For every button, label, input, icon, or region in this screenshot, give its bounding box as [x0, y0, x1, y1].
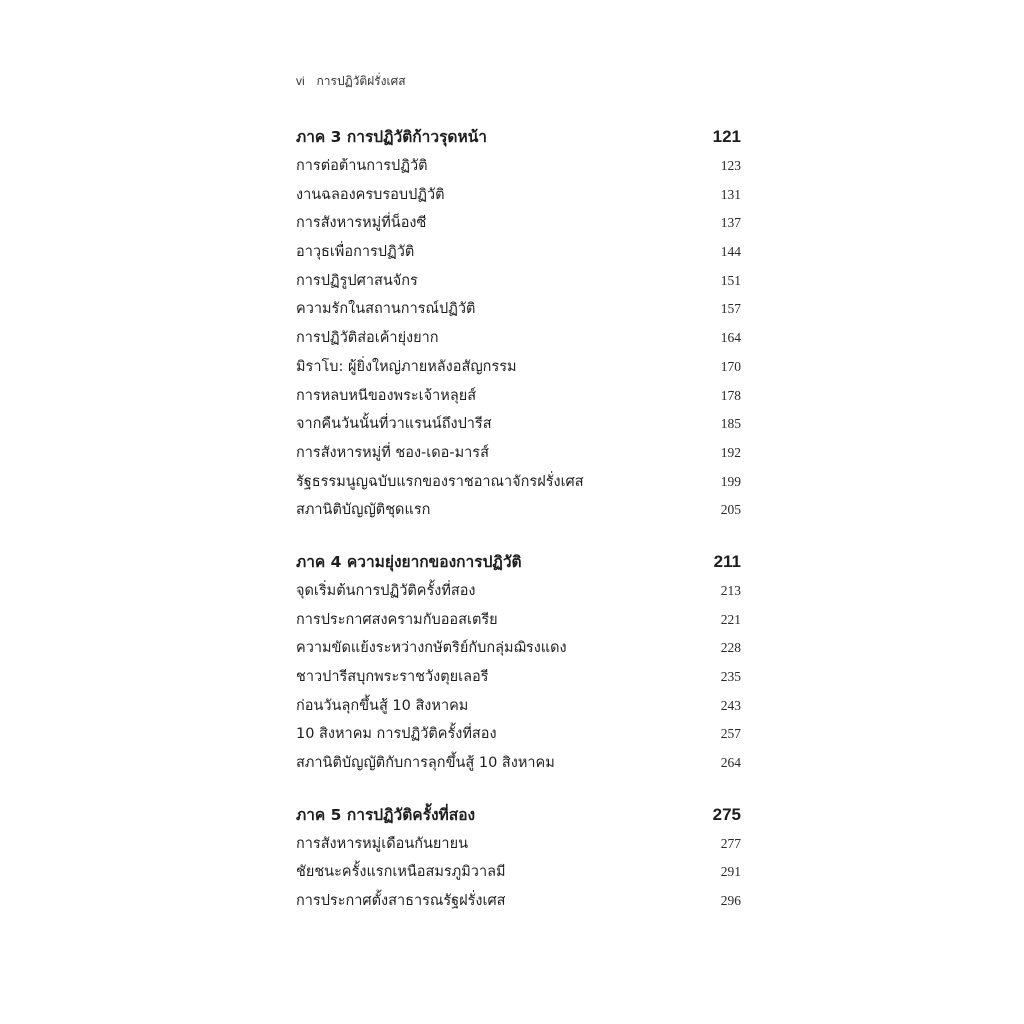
entry-title: การหลบหนีของพระเจ้าหลุยส์ [296, 387, 477, 404]
part-title: ภาค 3 การปฏิวัติก้าวรุดหน้า [296, 128, 487, 146]
entry-title: การประกาศตั้งสาธารณรัฐฝรั่งเศส [296, 893, 506, 910]
toc-entry [296, 355, 741, 384]
part-heading [296, 549, 741, 579]
toc-part-3 [296, 124, 741, 527]
entry-page-number: 235 [720, 669, 741, 684]
entry-page-number: 185 [720, 416, 741, 432]
entry-title: จากคืนวันนั้นที่วาแรนน์ถึงปารีส [296, 416, 492, 433]
entry-page-number: 221 [720, 611, 741, 627]
entry-title: การต่อต้านการปฏิวัติ [296, 158, 428, 174]
toc-entry [296, 694, 741, 723]
toc-entry [296, 579, 741, 608]
entry-page-number: 131 [720, 186, 741, 202]
entry-title: ชัยชนะครั้งแรกเหนือสมรภูมิวาลมี [296, 864, 506, 881]
toc-part-5 [296, 802, 741, 918]
entry-page-number: 137 [720, 215, 741, 231]
toc-entry [296, 860, 741, 889]
entry-page-number: 144 [720, 244, 741, 260]
entry-page-number: 205 [720, 502, 741, 518]
toc-entry [296, 384, 741, 413]
part-page-number: 275 [712, 804, 741, 824]
entry-title: การปฏิวัติส่อเค้ายุ่งยาก [296, 330, 439, 347]
entry-page-number: 243 [720, 697, 741, 713]
entry-title: การสังหารหมู่เดือนกันยายน [296, 835, 468, 852]
toc-entry [296, 211, 741, 240]
entry-title: สภานิติบัญญัติกับการลุกขึ้นสู้ 10 สิงหาคม [296, 755, 555, 772]
entry-title: 10 สิงหาคม การปฏิวัติครั้งที่สอง [296, 726, 497, 743]
toc-entry [296, 183, 741, 212]
entry-title: การสังหารหมู่ที่น็องซี [296, 215, 427, 232]
entry-title: ความรักในสถานการณ์ปฏิวัติ [296, 301, 476, 318]
toc-entry [296, 722, 741, 751]
part-heading [296, 124, 741, 154]
entry-page-number: 277 [720, 835, 741, 851]
entry-title: รัฐธรรมนูญฉบับแรกของราชอาณาจักรฝรั่งเศส [296, 473, 584, 490]
entry-title: มิราโบ: ผู้ยิ่งใหญ่ภายหลังอสัญกรรม [296, 358, 517, 375]
entry-title: อาวุธเพื่อการปฏิวัติ [296, 244, 415, 261]
entry-page-number: 123 [720, 158, 741, 173]
part-page-number: 211 [713, 551, 741, 571]
toc-part-4 [296, 549, 741, 780]
entry-page-number: 178 [720, 387, 741, 403]
part-title: ภาค 4 ความยุ่งยากของการปฏิวัติ [296, 552, 522, 571]
entry-title: จุดเริ่มต้นการปฏิวัติครั้งที่สอง [296, 582, 476, 599]
toc-entry [296, 154, 741, 183]
entry-page-number: 192 [720, 444, 741, 460]
running-head [296, 72, 406, 91]
page-folio: vi [296, 74, 305, 88]
entry-page-number: 199 [720, 473, 741, 489]
toc-entry [296, 889, 741, 918]
toc-entry [296, 297, 741, 326]
toc-entry [296, 441, 741, 470]
toc-entry [296, 665, 741, 694]
entry-page-number: 164 [720, 330, 741, 346]
toc-entry [296, 832, 741, 861]
entry-page-number: 264 [720, 755, 741, 771]
toc-entry [296, 636, 741, 665]
entry-page-number: 170 [720, 358, 741, 374]
entry-title: การปฏิรูปศาสนจักร [296, 272, 418, 289]
toc-entry [296, 751, 741, 780]
running-head-title: การปฏิวัติฝรั่งเศส [316, 74, 406, 88]
entry-title: ความขัดแย้งระหว่างกษัตริย์กับกลุ่มฌิรงแดง [296, 640, 567, 657]
toc-entry [296, 269, 741, 298]
part-heading [296, 802, 741, 832]
part-title: ภาค 5 การปฏิวัติครั้งที่สอง [296, 805, 476, 824]
part-page-number: 121 [712, 127, 741, 146]
entry-title: สภานิติบัญญัติชุดแรก [296, 502, 431, 519]
toc-entry [296, 412, 741, 441]
entry-title: การสังหารหมู่ที่ ชอง-เดอ-มารส์ [296, 444, 489, 461]
entry-page-number: 257 [720, 726, 741, 742]
toc-entry [296, 608, 741, 637]
entry-title: ก่อนวันลุกขึ้นสู้ 10 สิงหาคม [296, 697, 469, 714]
entry-title: การประกาศสงครามกับออสเตรีย [296, 611, 498, 628]
toc-entry [296, 470, 741, 499]
entry-page-number: 157 [720, 301, 741, 317]
table-of-contents [296, 124, 741, 940]
entry-page-number: 228 [720, 640, 741, 656]
toc-entry [296, 326, 741, 355]
entry-page-number: 296 [720, 893, 741, 909]
entry-title: งานฉลองครบรอบปฏิวัติ [296, 186, 445, 203]
entry-page-number: 151 [720, 272, 741, 288]
entry-page-number: 291 [720, 864, 741, 880]
entry-title: ชาวปารีสบุกพระราชวังตุยเลอรี [296, 669, 489, 685]
toc-entry [296, 240, 741, 269]
toc-entry [296, 498, 741, 527]
entry-page-number: 213 [720, 582, 741, 598]
